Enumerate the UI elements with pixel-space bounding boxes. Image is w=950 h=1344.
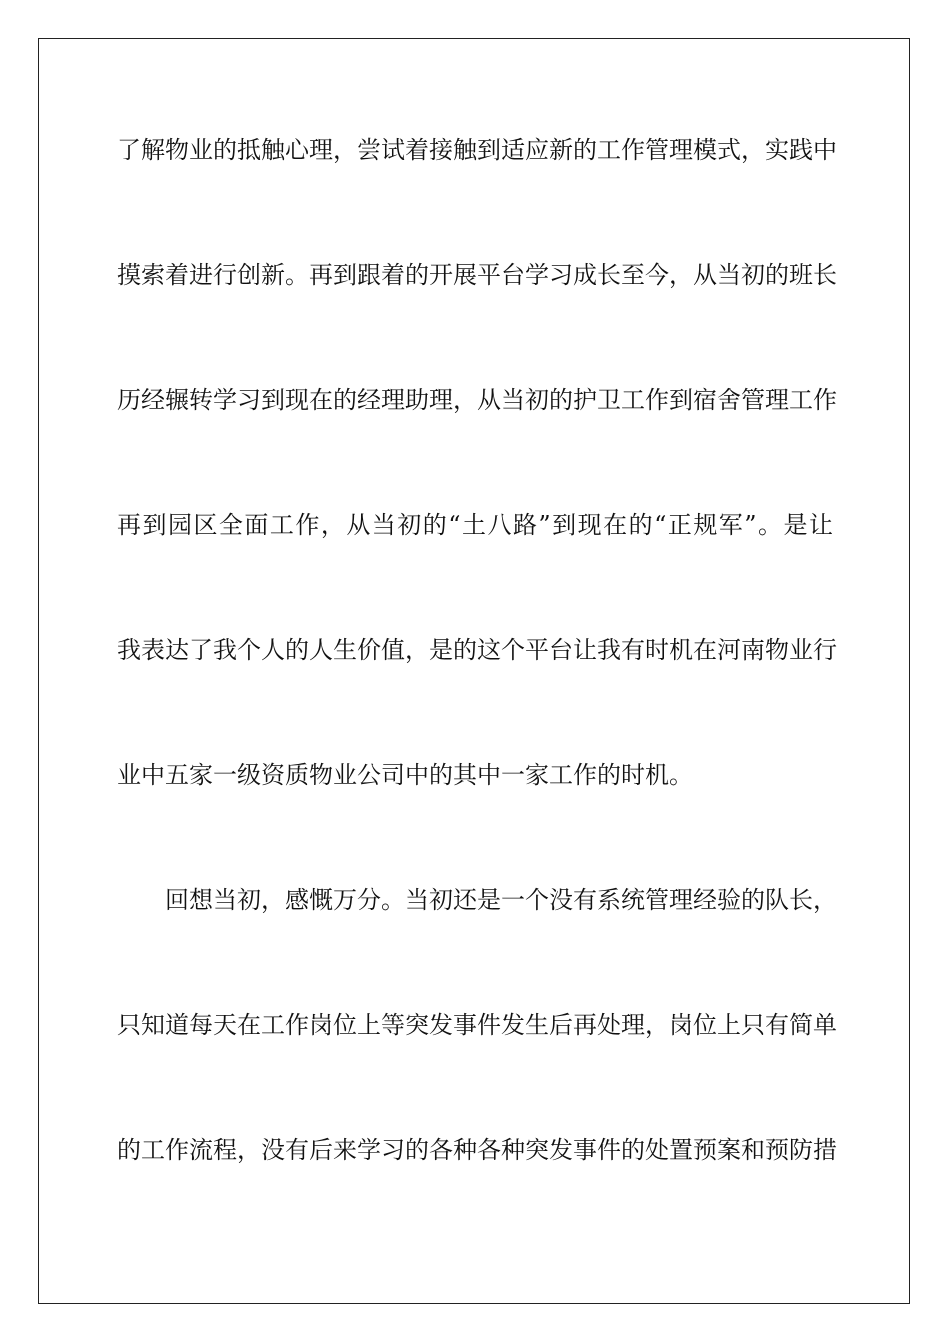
paragraph-1-line-1: 了解物业的抵触心理，尝试着接触到适应新的工作管理模式，实践中 <box>117 136 837 164</box>
paragraph-2-line-3: 的工作流程，没有后来学习的各种各种突发事件的处置预案和预防措 <box>117 1136 837 1164</box>
paragraph-1-line-3: 历经辗转学习到现在的经理助理，从当初的护卫工作到宿舍管理工作 <box>117 386 837 414</box>
page-border <box>38 38 910 1304</box>
paragraph-1-line-5: 我表达了我个人的人生价值，是的这个平台让我有时机在河南物业行 <box>117 636 837 664</box>
paragraph-2-line-2: 只知道每天在工作岗位上等突发事件发生后再处理，岗位上只有简单 <box>117 1011 837 1039</box>
paragraph-1-line-4: 再到园区全面工作，从当初的“土八路”到现在的“正规军”。是让 <box>117 511 833 539</box>
paragraph-1-line-2: 摸索着进行创新。再到跟着的开展平台学习成长至今，从当初的班长 <box>117 261 837 289</box>
paragraph-2-line-1: 回想当初，感慨万分。当初还是一个没有系统管理经验的队长， <box>165 886 837 914</box>
paragraph-1-line-6: 业中五家一级资质物业公司中的其中一家工作的时机。 <box>117 761 693 789</box>
